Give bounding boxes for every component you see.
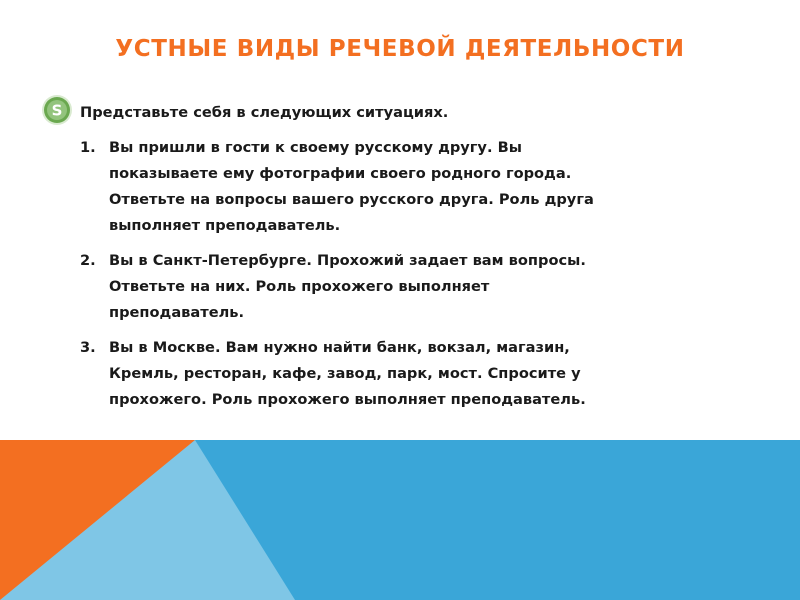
list-item-line: Кремль, ресторан, кафе, завод, парк, мост. Спросите у	[109, 365, 581, 382]
slide-title: УСТНЫЕ ВИДЫ РЕЧЕВОЙ ДЕЯТЕЛЬНОСТИ	[115, 36, 685, 62]
list-item-line: Ответьте на вопросы вашего русского друга. Роль друга	[109, 191, 594, 208]
list-item-line: Вы в Москве. Вам нужно найти банк, вокзал, магазин,	[109, 339, 570, 356]
list-item-line: выполняет преподаватель.	[109, 217, 341, 234]
list-item-line: Ответьте на них. Роль прохожего выполняет	[109, 278, 490, 295]
list-item	[80, 335, 780, 413]
list-item-line: Вы в Санкт-Петербурге. Прохожий задает вам вопросы.	[109, 252, 586, 269]
list-item-line: Вы пришли в гости к своему русскому другу. Вы	[109, 139, 522, 156]
list-item-line: преподаватель.	[109, 304, 245, 321]
skype-icon-letter: S	[51, 101, 63, 120]
list-item-number: 3.	[80, 339, 96, 356]
intro-text: Представьте себя в следующих ситуациях.	[80, 104, 449, 121]
skype-icon	[41, 94, 73, 126]
list-item	[80, 135, 780, 239]
list-item-number: 2.	[80, 252, 96, 269]
list-item	[80, 248, 780, 326]
slide-body	[80, 100, 780, 422]
list-item-number: 1.	[80, 139, 96, 156]
list-item-line: показываете ему фотографии своего родного города.	[109, 165, 572, 182]
list-item-line: прохожего. Роль прохожего выполняет преподаватель.	[109, 391, 586, 408]
